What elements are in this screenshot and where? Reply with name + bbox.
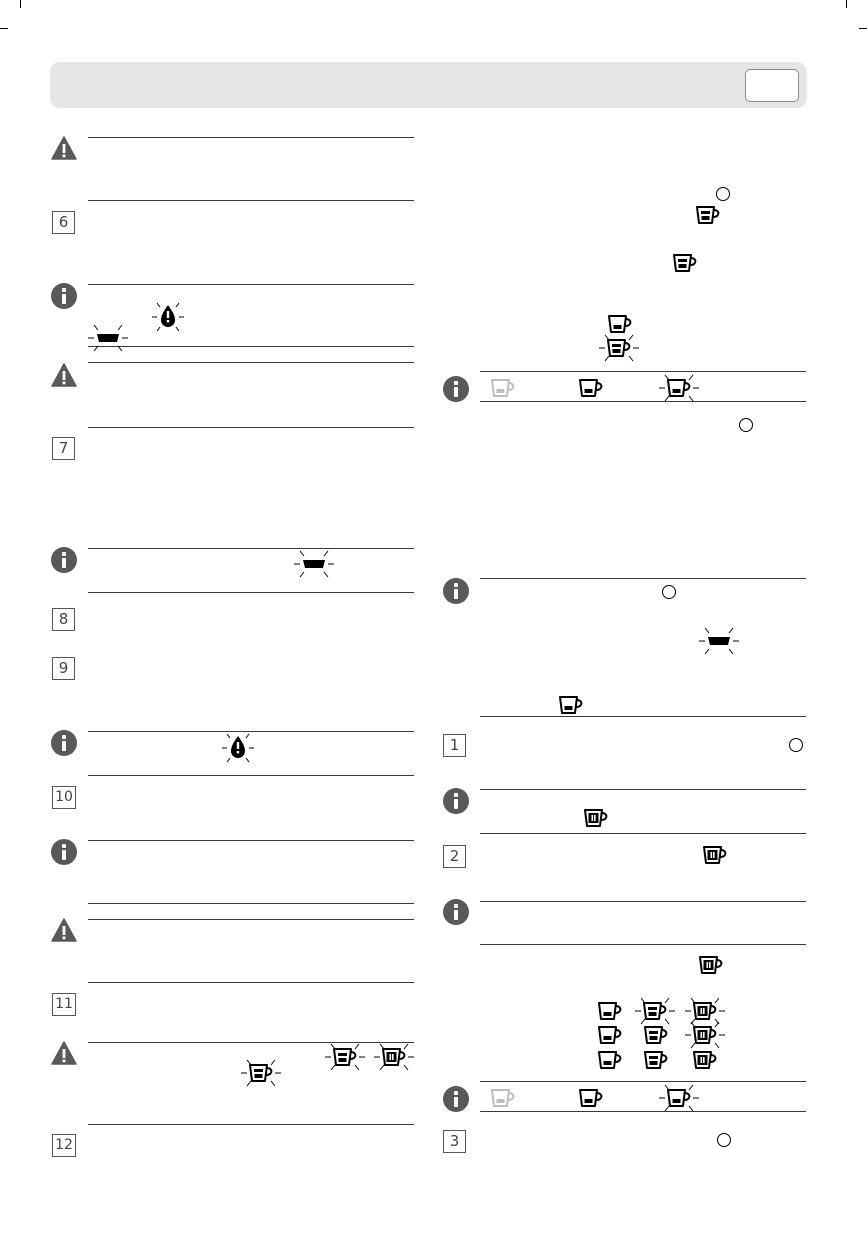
crop-mark-top-left	[0, 28, 8, 29]
step-number-1: 1	[443, 734, 466, 757]
divider	[480, 371, 806, 372]
coffee-cup-light-icon	[490, 378, 516, 398]
divider	[88, 919, 414, 920]
step-number-12: 12	[52, 1134, 76, 1157]
intense-cup-icon	[702, 845, 728, 865]
double-cup-blinking-icon	[239, 1056, 283, 1090]
info-icon	[443, 376, 469, 402]
coffee-cup-icon	[597, 1001, 623, 1021]
divider	[88, 548, 414, 549]
coffee-cup-blinking-icon	[657, 371, 701, 405]
divider	[480, 1081, 806, 1082]
ring-button-icon	[716, 187, 730, 201]
section-header-bar	[50, 62, 807, 108]
divider	[480, 833, 806, 834]
info-icon	[51, 547, 77, 573]
intense-cup-icon	[698, 955, 724, 975]
divider	[88, 775, 414, 776]
double-cup-icon	[672, 253, 698, 273]
divider	[480, 716, 806, 717]
divider	[480, 1111, 806, 1112]
warning-triangle-icon	[51, 136, 77, 160]
water-drop-alert-icon	[220, 731, 256, 765]
divider	[88, 592, 414, 593]
page-number-box	[745, 69, 799, 102]
crop-mark-top-right-v	[846, 0, 847, 8]
divider	[88, 840, 414, 841]
step-number-9: 9	[52, 657, 75, 680]
coffee-cup-icon	[597, 1050, 623, 1070]
info-icon	[443, 899, 469, 925]
step-number-2: 2	[443, 845, 466, 868]
info-icon	[51, 283, 77, 309]
step-number-3: 3	[443, 1130, 466, 1153]
info-icon	[443, 578, 469, 604]
divider	[480, 944, 806, 945]
intense-cup-blinking-icon	[683, 1018, 727, 1052]
warning-triangle-icon	[51, 363, 77, 387]
info-icon	[51, 730, 77, 756]
coffee-cup-icon	[578, 378, 604, 398]
step-number-10: 10	[52, 786, 76, 809]
info-icon	[443, 788, 469, 814]
divider	[88, 982, 414, 983]
coffee-cup-icon	[597, 1025, 623, 1045]
warning-triangle-icon	[51, 918, 77, 942]
coffee-cup-light-icon	[490, 1088, 516, 1108]
intense-cup-icon	[583, 808, 609, 828]
double-cup-icon	[643, 1050, 669, 1070]
divider	[88, 903, 414, 904]
ring-button-icon	[739, 418, 753, 432]
coffee-cup-icon	[558, 695, 584, 715]
warning-triangle-icon	[51, 1041, 77, 1065]
divider	[88, 200, 414, 201]
step-number-7: 7	[52, 437, 75, 460]
step-number-6: 6	[52, 211, 75, 234]
ring-button-icon	[717, 1133, 731, 1147]
double-cup-icon	[643, 1025, 669, 1045]
water-drop-alert-icon	[150, 300, 186, 334]
divider	[480, 578, 806, 579]
divider	[480, 901, 806, 902]
divider	[88, 346, 414, 347]
step-number-11: 11	[52, 993, 76, 1016]
coffee-cup-icon	[578, 1088, 604, 1108]
drip-tray-blinking-icon	[697, 624, 741, 658]
divider	[88, 137, 414, 138]
double-cup-blinking-icon	[323, 1040, 367, 1074]
divider	[480, 401, 806, 402]
double-cup-icon	[695, 205, 721, 225]
intense-cup-blinking-icon	[372, 1040, 416, 1074]
divider	[480, 789, 806, 790]
divider	[88, 362, 414, 363]
crop-mark-top-left-v	[20, 0, 21, 8]
double-cup-blinking-icon	[597, 331, 641, 365]
step-number-8: 8	[52, 608, 75, 631]
divider	[88, 284, 414, 285]
intense-cup-icon	[692, 1050, 718, 1070]
info-icon	[443, 1086, 469, 1112]
divider	[88, 427, 414, 428]
info-icon	[51, 839, 77, 865]
divider	[88, 1124, 414, 1125]
drip-tray-blinking-icon	[86, 321, 130, 355]
ring-button-icon	[789, 738, 803, 752]
drip-tray-blinking-icon	[292, 547, 336, 581]
crop-mark-top-right	[859, 28, 867, 29]
double-cup-blinking-icon	[633, 994, 677, 1028]
ring-button-icon	[662, 585, 676, 599]
coffee-cup-blinking-icon	[657, 1081, 701, 1115]
